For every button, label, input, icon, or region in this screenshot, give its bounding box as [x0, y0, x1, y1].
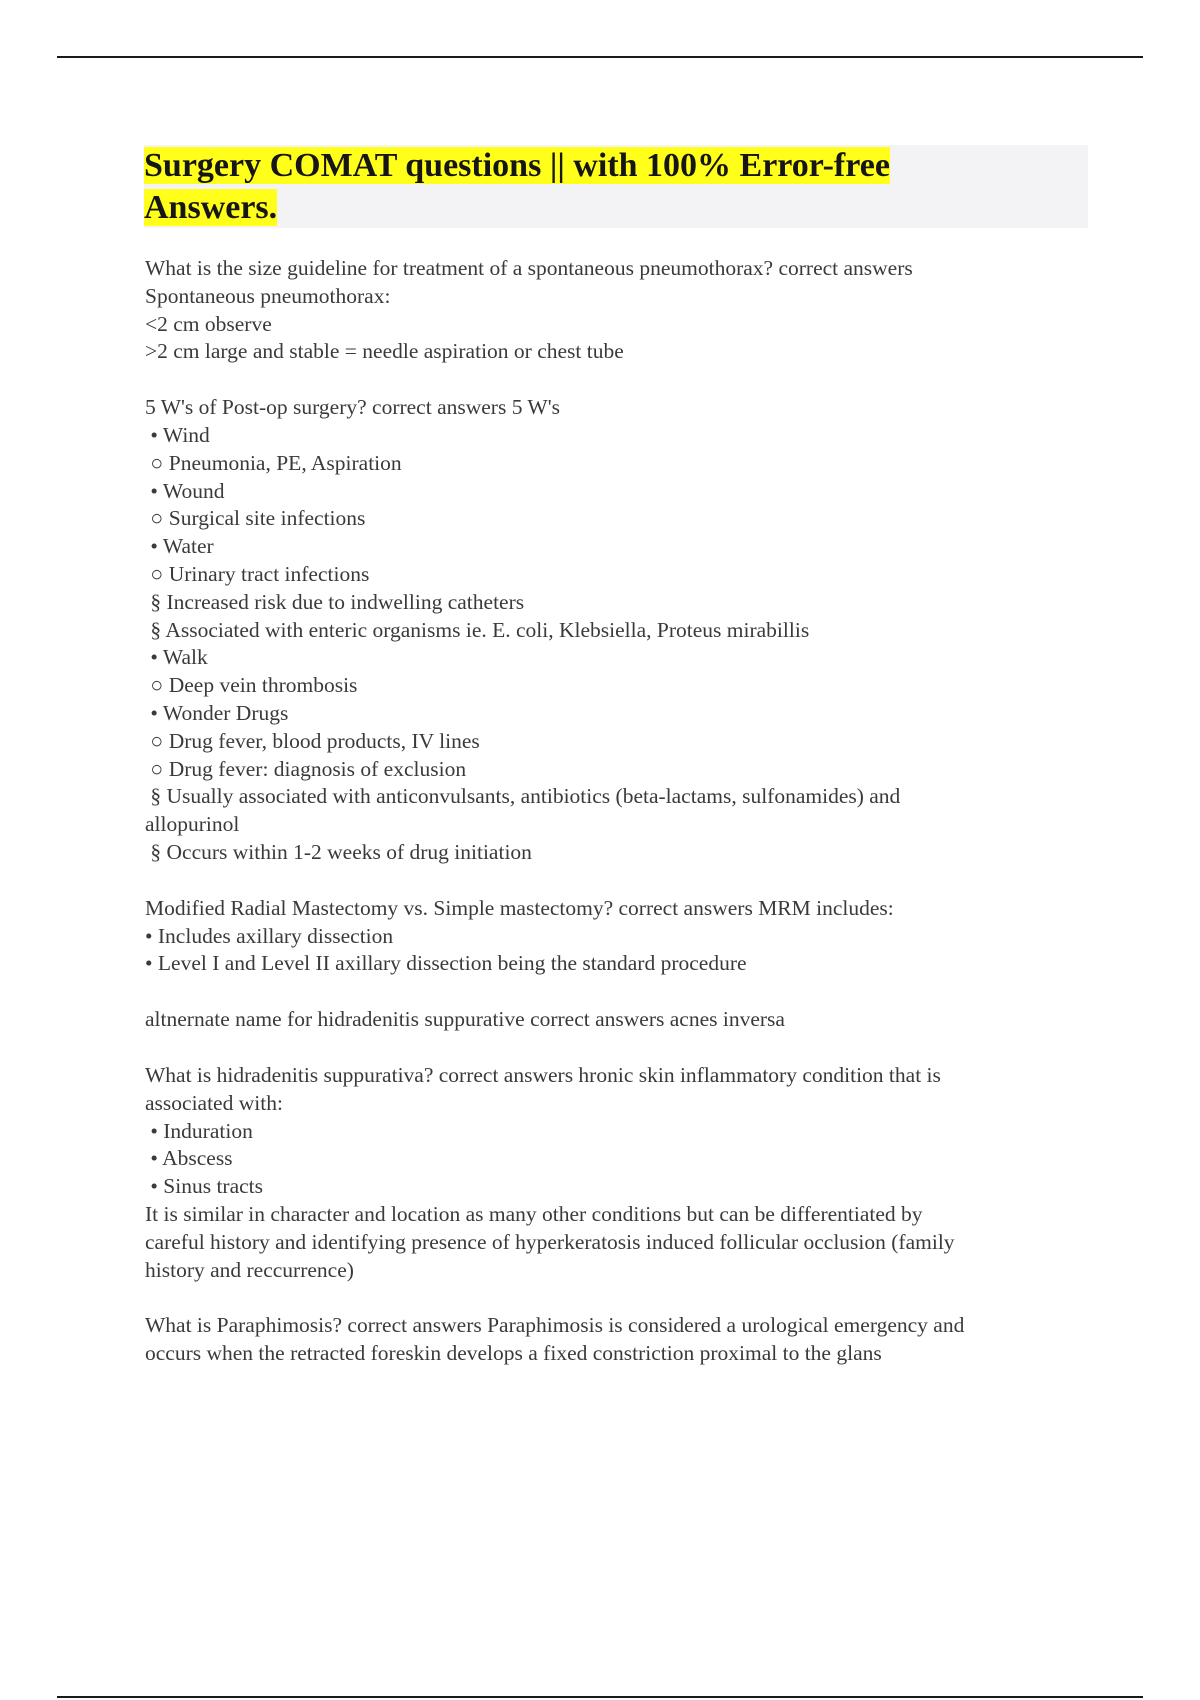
- answer-line: • Sinus tracts: [145, 1174, 264, 1199]
- answer-line: allopurinol: [145, 812, 240, 837]
- answer-line: ○ Drug fever: diagnosis of exclusion: [145, 756, 467, 781]
- answer-line: ○ Drug fever, blood products, IV lines: [145, 728, 480, 753]
- answer-line: ○ Pneumonia, PE, Aspiration: [145, 450, 402, 475]
- document-title-text: Surgery COMAT questions || with 100% Error-free Answers.: [144, 147, 890, 226]
- header-rule: [57, 56, 1143, 58]
- qa-entry: [145, 1006, 1085, 1034]
- question-line: altnernate name for hidradenitis suppurative correct answers acnes inversa: [145, 1007, 785, 1032]
- answer-line: • Walk: [145, 645, 208, 670]
- qa-entry: [145, 394, 1085, 867]
- answer-line: ○ Deep vein thrombosis: [145, 673, 358, 698]
- qa-entry: [145, 1312, 1085, 1368]
- answer-line: • Abscess: [145, 1146, 233, 1171]
- footer-rule: [57, 1696, 1143, 1698]
- answer-line: • Wind: [145, 422, 210, 447]
- answer-line: • Level I and Level II axillary dissection being the standard procedure: [145, 951, 747, 976]
- question-line: What is hidradenitis suppurativa? correct answers hronic skin inflammatory condition that is: [145, 1062, 941, 1087]
- answer-line: • Wonder Drugs: [145, 700, 289, 725]
- answer-line: occurs when the retracted foreskin develops a fixed constriction proximal to the glans: [145, 1341, 882, 1366]
- question-line: Modified Radial Mastectomy vs. Simple mastectomy? correct answers MRM includes:: [145, 895, 894, 920]
- answer-line: § Occurs within 1-2 weeks of drug initiation: [145, 839, 532, 864]
- title-block: [144, 145, 1088, 228]
- question-line: 5 W's of Post-op surgery? correct answers 5 W's: [145, 395, 560, 420]
- qa-entry: [145, 895, 1085, 978]
- answer-line: • Includes axillary dissection: [145, 923, 394, 948]
- answer-line: <2 cm observe: [145, 311, 272, 336]
- question-line: What is the size guideline for treatment of a spontaneous pneumothorax? correct answers: [145, 256, 913, 280]
- answer-line: § Usually associated with anticonvulsants, antibiotics (beta-lactams, sulfonamides) and: [145, 784, 901, 809]
- answer-line: § Increased risk due to indwelling catheters: [145, 589, 525, 614]
- document-title: [144, 145, 964, 229]
- answer-line: ○ Urinary tract infections: [145, 561, 370, 586]
- question-line: What is Paraphimosis? correct answers Paraphimosis is considered a urological emergency and: [145, 1313, 965, 1338]
- answer-line: history and reccurrence): [145, 1257, 354, 1282]
- answer-line: It is similar in character and location as many other conditions but can be differentiated by: [145, 1201, 923, 1226]
- answer-line: associated with:: [145, 1090, 283, 1115]
- answer-line: careful history and identifying presence of hyperkeratosis induced follicular occlusion (family: [145, 1229, 955, 1254]
- answer-line: • Water: [145, 534, 214, 559]
- answer-line: >2 cm large and stable = needle aspiration or chest tube: [145, 339, 624, 364]
- answer-line: § Associated with enteric organisms ie. E. coli, Klebsiella, Proteus mirabillis: [145, 617, 810, 642]
- qa-entry: [145, 1062, 1085, 1284]
- answer-line: • Wound: [145, 478, 225, 503]
- answer-line: • Induration: [145, 1118, 253, 1143]
- answer-line: Spontaneous pneumothorax:: [145, 283, 391, 308]
- answer-line: ○ Surgical site infections: [145, 506, 366, 531]
- qa-entry: [145, 255, 1085, 366]
- document-body: [145, 255, 1085, 1396]
